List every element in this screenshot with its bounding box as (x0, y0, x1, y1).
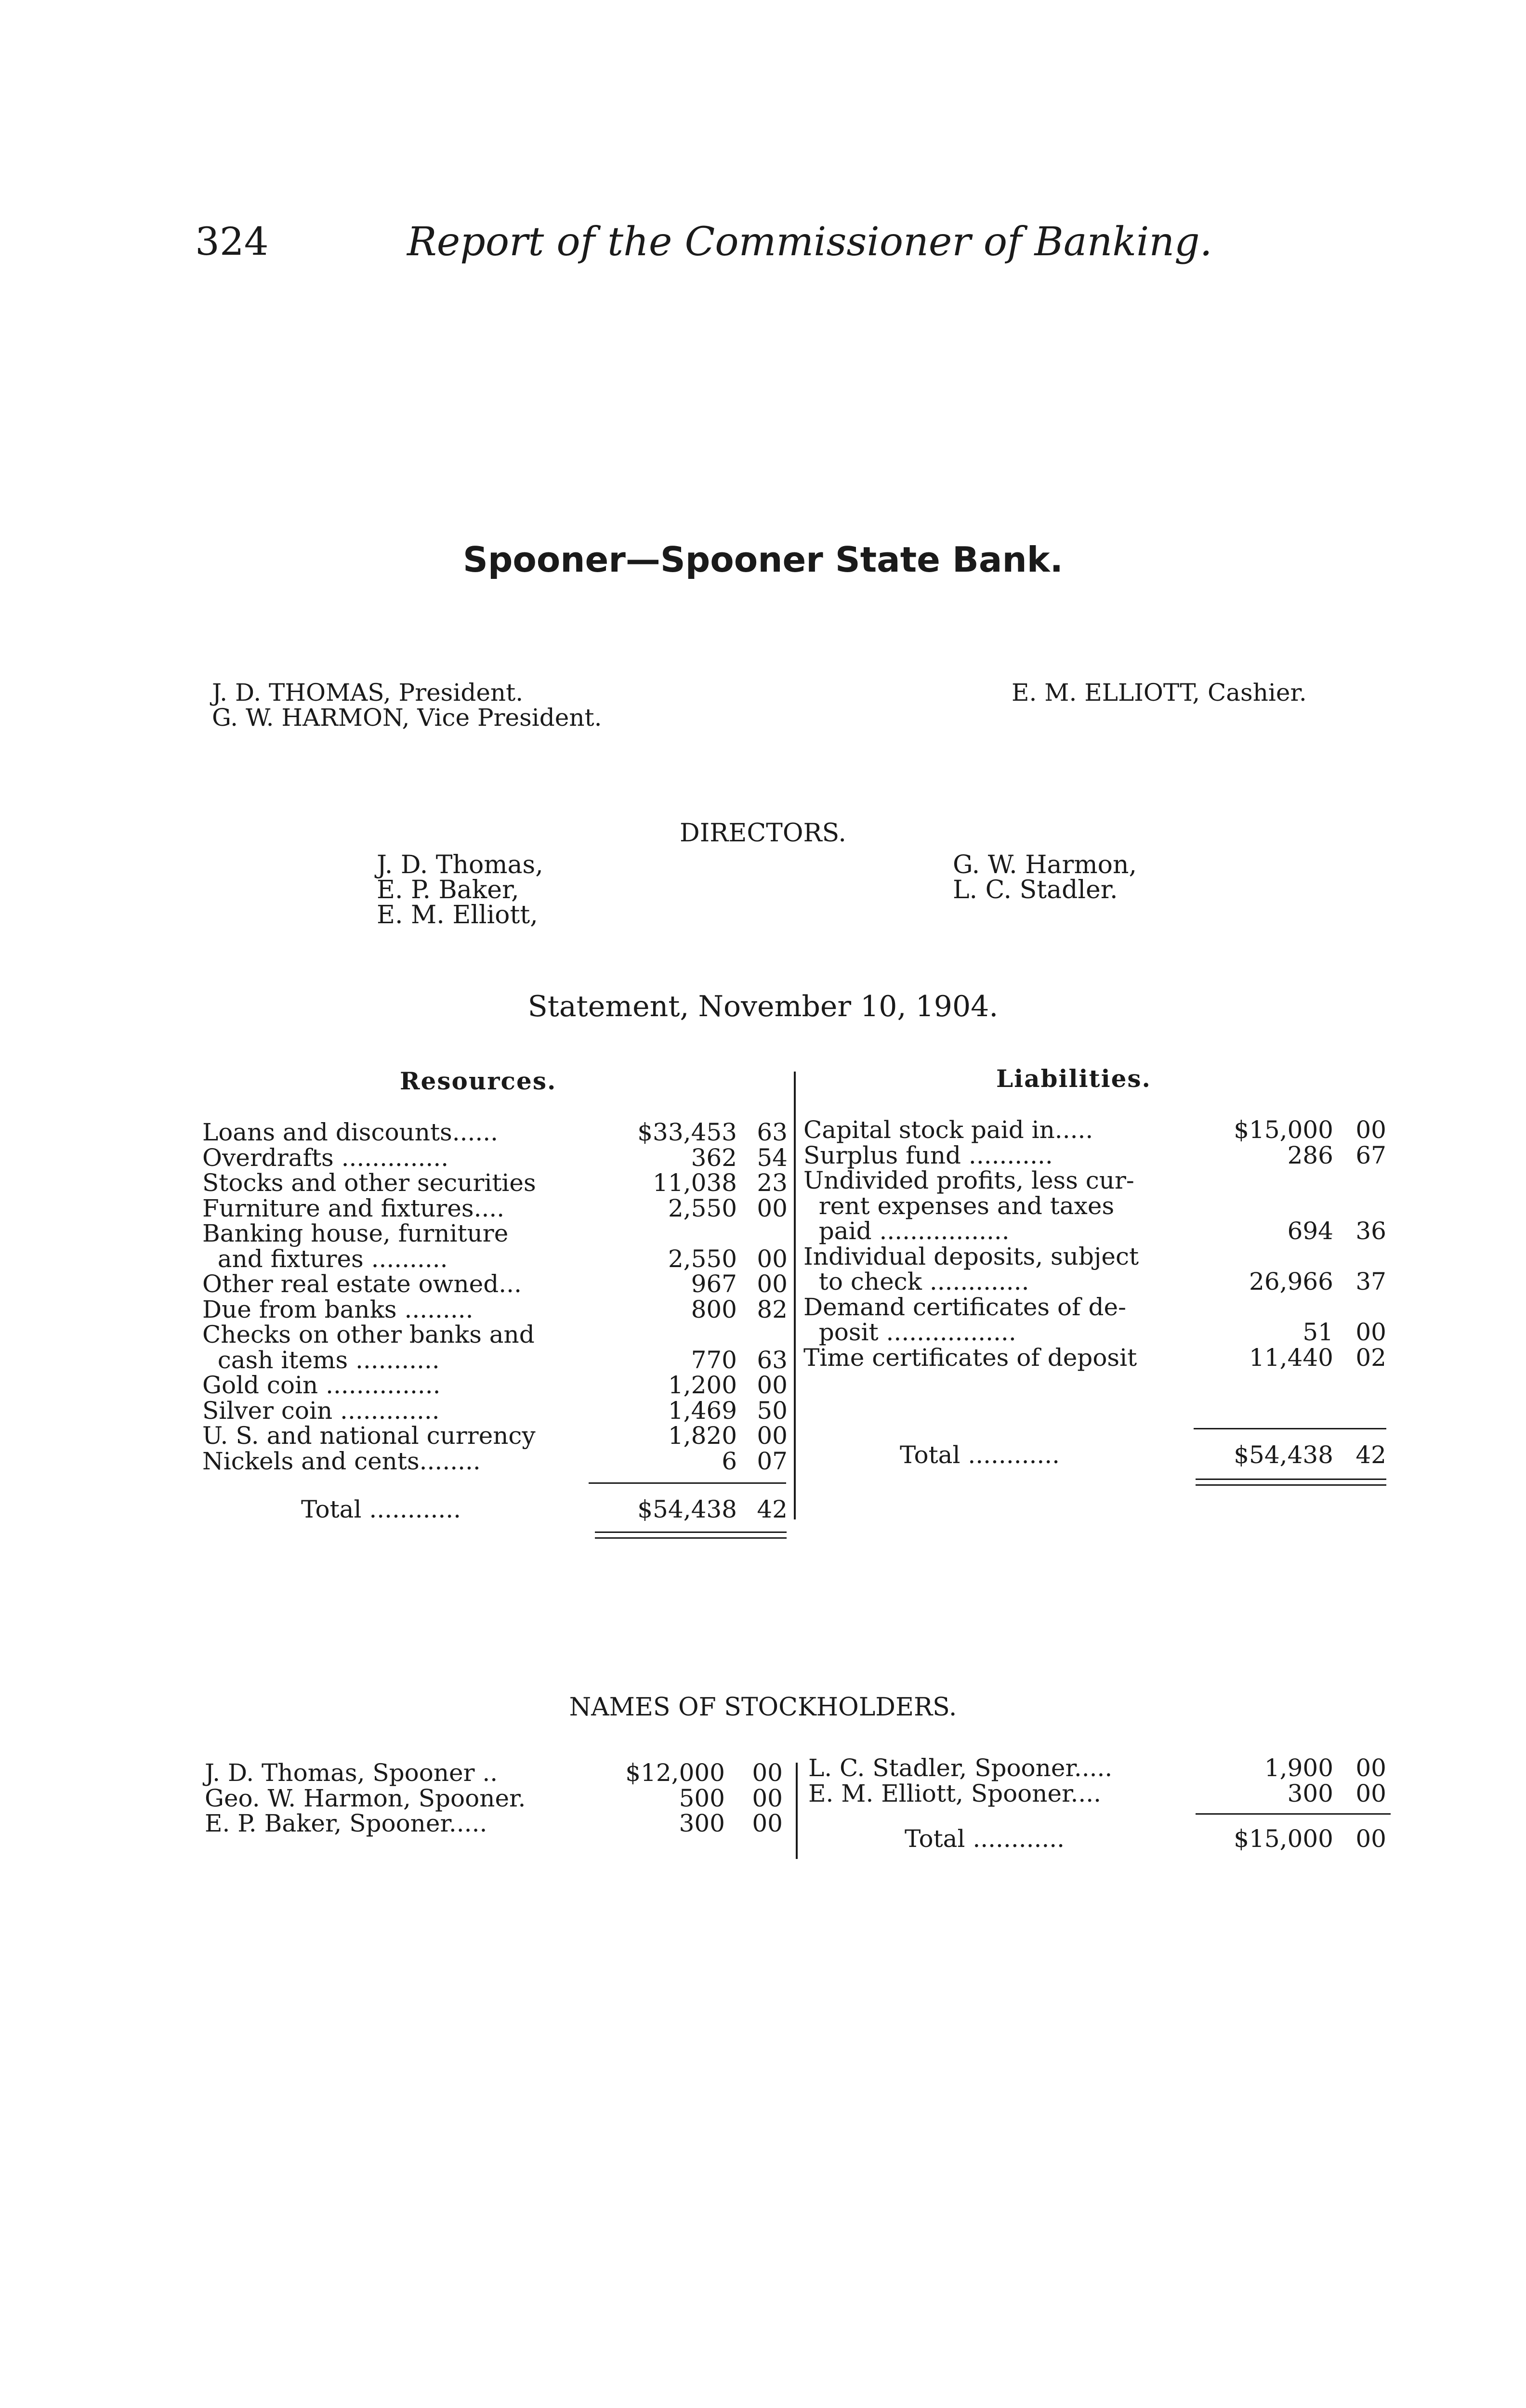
stockholders-total-cents: 00 (1355, 1825, 1386, 1853)
row-label: Stocks and other securities (202, 1169, 536, 1197)
column-divider (794, 1072, 796, 1519)
row-label: Overdrafts .............. (202, 1143, 449, 1172)
liabilities-row (803, 1143, 1389, 1168)
officer-president: J. D. THOMAS, President. (212, 679, 524, 707)
row-dollars: 11,440 (1249, 1343, 1333, 1372)
director-name: E. M. Elliott, (377, 901, 538, 929)
row-dollars: 800 (691, 1295, 737, 1323)
row-dollars: 11,038 (653, 1169, 737, 1197)
row-label: paid ................. (803, 1217, 1010, 1245)
row-label: J. D. Thomas, Spooner .. (205, 1759, 498, 1787)
resources-row (202, 1322, 788, 1348)
row-cents: 36 (1355, 1217, 1386, 1245)
row-label: Silver coin ............. (202, 1396, 440, 1425)
stockholder-row (205, 1786, 790, 1811)
row-dollars: 362 (691, 1143, 737, 1172)
row-label: posit ................. (803, 1318, 1016, 1346)
stockholder-row (808, 1755, 1394, 1781)
director-name: J. D. Thomas, (377, 851, 543, 879)
row-cents: 00 (1355, 1116, 1386, 1144)
row-cents: 37 (1355, 1268, 1386, 1296)
resources-row (202, 1271, 788, 1297)
row-label: Undivided profits, less cur- (803, 1166, 1134, 1194)
resources-row (202, 1398, 788, 1424)
row-dollars: 6 (722, 1447, 737, 1475)
row-cents: 00 (1355, 1318, 1386, 1346)
liabilities-table (803, 1117, 1389, 1370)
liabilities-total-dollars: $54,438 (1234, 1441, 1333, 1469)
row-cents: 50 (757, 1396, 788, 1425)
row-cents: 00 (757, 1422, 788, 1450)
liabilities-row (803, 1244, 1389, 1269)
row-dollars: 51 (1302, 1318, 1333, 1346)
row-label: L. C. Stadler, Spooner..... (808, 1754, 1113, 1782)
liabilities-total-rule (1194, 1428, 1386, 1429)
stockholders-divider (796, 1763, 798, 1859)
row-cents: 67 (1355, 1141, 1386, 1169)
directors-heading: DIRECTORS. (680, 819, 846, 848)
stockholders-total-label: Total ............ (905, 1825, 1065, 1853)
resources-total-cents: 42 (757, 1495, 788, 1523)
row-dollars: 2,550 (668, 1194, 737, 1222)
liabilities-row (803, 1320, 1389, 1345)
row-label: cash items ........... (202, 1346, 440, 1374)
resources-row (202, 1170, 788, 1196)
resources-row (202, 1297, 788, 1322)
liabilities-total-cents: 42 (1355, 1441, 1386, 1469)
liabilities-row (803, 1193, 1389, 1219)
row-cents: 00 (1355, 1779, 1386, 1807)
row-label: Furniture and fixtures.... (202, 1194, 505, 1222)
liabilities-heading: Liabilities. (996, 1064, 1151, 1093)
resources-row (202, 1221, 788, 1246)
liabilities-row (803, 1168, 1389, 1193)
liabilities-total-label: Total ............ (900, 1441, 1060, 1469)
row-label: Capital stock paid in..... (803, 1116, 1093, 1144)
officers-left (212, 680, 602, 730)
liabilities-row (803, 1345, 1389, 1371)
row-cents: 00 (752, 1784, 783, 1812)
stockholder-row (205, 1811, 790, 1836)
director-name: L. C. Stadler. (953, 876, 1118, 904)
resources-row (202, 1348, 788, 1373)
row-cents: 00 (757, 1270, 788, 1298)
resources-row (202, 1373, 788, 1398)
row-cents: 00 (752, 1809, 783, 1837)
resources-total-label: Total ............ (301, 1495, 461, 1523)
row-cents: 23 (757, 1169, 788, 1197)
row-cents: 00 (757, 1244, 788, 1273)
liabilities-double-rule (1196, 1479, 1386, 1480)
resources-double-rule (595, 1531, 787, 1533)
bank-title: Spooner—Spooner State Bank. (462, 539, 1064, 580)
row-dollars: 300 (679, 1809, 725, 1837)
liabilities-double-rule (1196, 1484, 1386, 1486)
row-dollars: 286 (1287, 1141, 1333, 1169)
row-cents: 63 (757, 1118, 788, 1146)
resources-row (202, 1449, 788, 1474)
running-title: Report of the Commissioner of Banking. (407, 219, 1212, 265)
liabilities-row (803, 1295, 1389, 1320)
row-dollars: 967 (691, 1270, 737, 1298)
row-cents: 54 (757, 1143, 788, 1172)
row-label: Loans and discounts...... (202, 1118, 499, 1146)
row-dollars: 1,469 (668, 1396, 737, 1425)
row-label: Other real estate owned... (202, 1270, 522, 1298)
row-dollars: 26,966 (1249, 1268, 1333, 1296)
row-cents: 07 (757, 1447, 788, 1475)
row-label: E. M. Elliott, Spooner.... (808, 1779, 1102, 1807)
row-label: Checks on other banks and (202, 1321, 535, 1348)
resources-total-row (202, 1497, 788, 1523)
stockholder-row (808, 1781, 1394, 1806)
stockholders-total-rule (1196, 1813, 1391, 1815)
row-dollars: $12,000 (625, 1759, 725, 1787)
row-cents: 00 (757, 1371, 788, 1399)
liabilities-row (803, 1117, 1389, 1143)
row-dollars: 694 (1287, 1217, 1333, 1245)
statement-title: Statement, November 10, 1904. (527, 990, 999, 1023)
row-dollars: 1,820 (668, 1422, 737, 1450)
row-dollars: $15,000 (1234, 1116, 1333, 1144)
row-label: Time certificates of deposit (803, 1343, 1137, 1372)
row-cents: 02 (1355, 1343, 1386, 1372)
row-label: Surplus fund ........... (803, 1141, 1053, 1169)
row-label: Due from banks ......... (202, 1295, 474, 1323)
row-label: Geo. W. Harmon, Spooner. (205, 1784, 526, 1812)
row-label: E. P. Baker, Spooner..... (205, 1809, 487, 1837)
stockholder-row (205, 1760, 790, 1786)
row-label: Nickels and cents........ (202, 1447, 481, 1475)
directors-right (953, 852, 1137, 903)
director-name: G. W. Harmon, (953, 851, 1137, 879)
stockholders-total-row (808, 1826, 1394, 1853)
resources-row (202, 1196, 788, 1221)
row-cents: 00 (1355, 1754, 1386, 1782)
row-label: Banking house, furniture (202, 1219, 509, 1247)
row-label: rent expenses and taxes (803, 1191, 1115, 1220)
page-number: 324 (195, 219, 269, 264)
resources-row (202, 1145, 788, 1171)
row-cents: 63 (757, 1346, 788, 1374)
liabilities-row (803, 1218, 1389, 1244)
row-label: Gold coin ............... (202, 1371, 441, 1399)
row-label: to check ............. (803, 1268, 1029, 1296)
row-label: and fixtures .......... (202, 1244, 448, 1273)
resources-total-rule (589, 1482, 786, 1484)
director-name: E. P. Baker, (377, 876, 519, 904)
row-cents: 00 (757, 1194, 788, 1222)
directors-left (377, 852, 543, 928)
stockholders-left-table (205, 1760, 790, 1836)
resources-table (202, 1120, 788, 1474)
row-dollars: 1,200 (668, 1371, 737, 1399)
resources-heading: Resources. (400, 1067, 557, 1095)
liabilities-total-row (803, 1442, 1389, 1469)
row-cents: 82 (757, 1295, 788, 1323)
officer-cashier: E. M. ELLIOTT, Cashier. (1012, 679, 1307, 707)
stockholders-heading: NAMES OF STOCKHOLDERS. (569, 1693, 957, 1722)
resources-row (202, 1120, 788, 1145)
resources-total-dollars: $54,438 (637, 1495, 737, 1523)
row-cents: 00 (752, 1759, 783, 1787)
resources-row (202, 1423, 788, 1449)
row-dollars: 300 (1287, 1779, 1333, 1807)
row-label: U. S. and national currency (202, 1422, 536, 1450)
row-dollars: 500 (679, 1784, 725, 1812)
row-label: Demand certificates of de- (803, 1293, 1126, 1321)
row-dollars: 770 (691, 1346, 737, 1374)
row-dollars: 2,550 (668, 1244, 737, 1273)
resources-double-rule (595, 1537, 787, 1539)
row-dollars: $33,453 (637, 1118, 737, 1146)
stockholders-right-table (808, 1755, 1394, 1806)
stockholders-total-dollars: $15,000 (1234, 1825, 1333, 1853)
liabilities-row (803, 1269, 1389, 1295)
row-dollars: 1,900 (1264, 1754, 1333, 1782)
resources-row (202, 1246, 788, 1272)
row-label: Individual deposits, subject (803, 1242, 1139, 1270)
officer-vice-president: G. W. HARMON, Vice President. (212, 704, 602, 732)
